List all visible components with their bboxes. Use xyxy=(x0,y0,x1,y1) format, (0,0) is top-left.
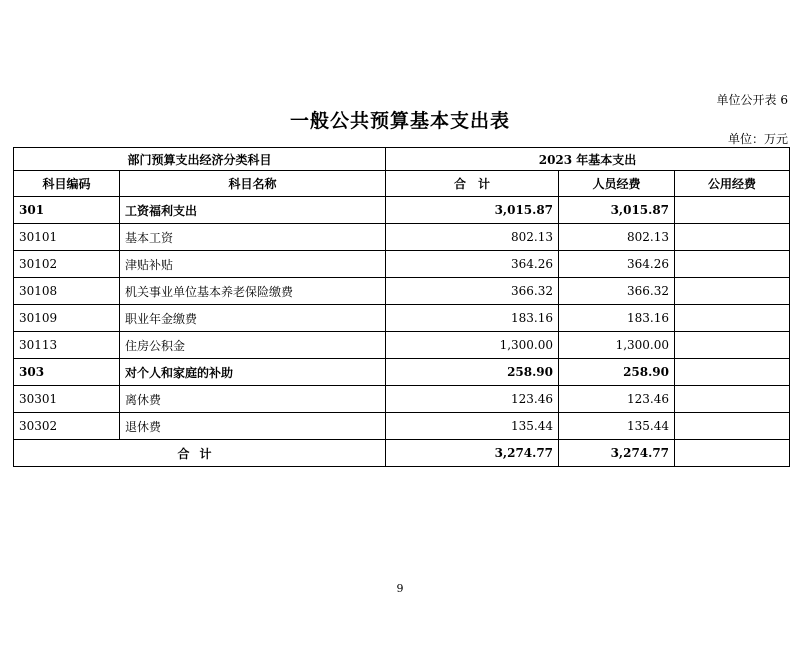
code-cell: 301 xyxy=(14,197,120,224)
group-header-classification: 部门预算支出经济分类科目 xyxy=(14,148,386,171)
total-amount-cell: 183.16 xyxy=(386,305,559,332)
code-cell: 30108 xyxy=(14,278,120,305)
personnel-amount-cell: 123.46 xyxy=(559,386,675,413)
code-cell: 30109 xyxy=(14,305,120,332)
personnel-amount-cell: 366.32 xyxy=(559,278,675,305)
personnel-amount-cell: 183.16 xyxy=(559,305,675,332)
table-row xyxy=(14,224,790,251)
public-amount-cell xyxy=(675,413,790,440)
total-amount-cell: 258.90 xyxy=(386,359,559,386)
total-amount-cell: 802.13 xyxy=(386,224,559,251)
public-amount-cell xyxy=(675,197,790,224)
total-row xyxy=(14,440,790,467)
code-cell: 303 xyxy=(14,359,120,386)
table-row xyxy=(14,413,790,440)
total-amount-cell: 1,300.00 xyxy=(386,332,559,359)
table-row xyxy=(14,386,790,413)
total-label: 合计 xyxy=(14,440,386,467)
table-row xyxy=(14,332,790,359)
table-row xyxy=(14,197,790,224)
code-cell: 30113 xyxy=(14,332,120,359)
total-personnel-cell: 3,274.77 xyxy=(559,440,675,467)
public-amount-cell xyxy=(675,359,790,386)
personnel-amount-cell: 135.44 xyxy=(559,413,675,440)
total-cell: 3,274.77 xyxy=(386,440,559,467)
public-amount-cell xyxy=(675,332,790,359)
personnel-amount-cell: 258.90 xyxy=(559,359,675,386)
name-cell: 住房公积金 xyxy=(120,332,386,359)
table-row xyxy=(14,359,790,386)
name-cell: 基本工资 xyxy=(120,224,386,251)
column-header-public: 公用经费 xyxy=(675,171,790,197)
column-header-personnel: 人员经费 xyxy=(559,171,675,197)
personnel-amount-cell: 802.13 xyxy=(559,224,675,251)
table-body xyxy=(14,197,790,440)
name-cell: 职业年金缴费 xyxy=(120,305,386,332)
column-header-total: 合 计 xyxy=(386,171,559,197)
total-amount-cell: 123.46 xyxy=(386,386,559,413)
code-cell: 30302 xyxy=(14,413,120,440)
table-number: 单位公开表 6 xyxy=(716,93,788,107)
budget-table xyxy=(13,147,790,467)
total-amount-cell: 3,015.87 xyxy=(386,197,559,224)
total-public-cell xyxy=(675,440,790,467)
name-cell: 津贴补贴 xyxy=(120,251,386,278)
column-header-name: 科目名称 xyxy=(120,171,386,197)
public-amount-cell xyxy=(675,305,790,332)
public-amount-cell xyxy=(675,251,790,278)
unit-label: 单位：万元 xyxy=(727,132,788,146)
name-cell: 工资福利支出 xyxy=(120,197,386,224)
personnel-amount-cell: 364.26 xyxy=(559,251,675,278)
code-cell: 30102 xyxy=(14,251,120,278)
page-title: 一般公共预算基本支出表 xyxy=(289,110,510,132)
public-amount-cell xyxy=(675,386,790,413)
code-cell: 30301 xyxy=(14,386,120,413)
name-cell: 机关事业单位基本养老保险缴费 xyxy=(120,278,386,305)
personnel-amount-cell: 3,015.87 xyxy=(559,197,675,224)
page-number: 9 xyxy=(396,582,404,595)
table-row xyxy=(14,278,790,305)
name-cell: 对个人和家庭的补助 xyxy=(120,359,386,386)
total-amount-cell: 135.44 xyxy=(386,413,559,440)
total-amount-cell: 366.32 xyxy=(386,278,559,305)
personnel-amount-cell: 1,300.00 xyxy=(559,332,675,359)
public-amount-cell xyxy=(675,224,790,251)
table-row xyxy=(14,251,790,278)
total-amount-cell: 364.26 xyxy=(386,251,559,278)
table-row xyxy=(14,305,790,332)
name-cell: 退休费 xyxy=(120,413,386,440)
code-cell: 30101 xyxy=(14,224,120,251)
group-header-basic-expenditure: 2023 年基本支出 xyxy=(386,148,790,171)
public-amount-cell xyxy=(675,278,790,305)
column-header-code: 科目编码 xyxy=(14,171,120,197)
name-cell: 离休费 xyxy=(120,386,386,413)
